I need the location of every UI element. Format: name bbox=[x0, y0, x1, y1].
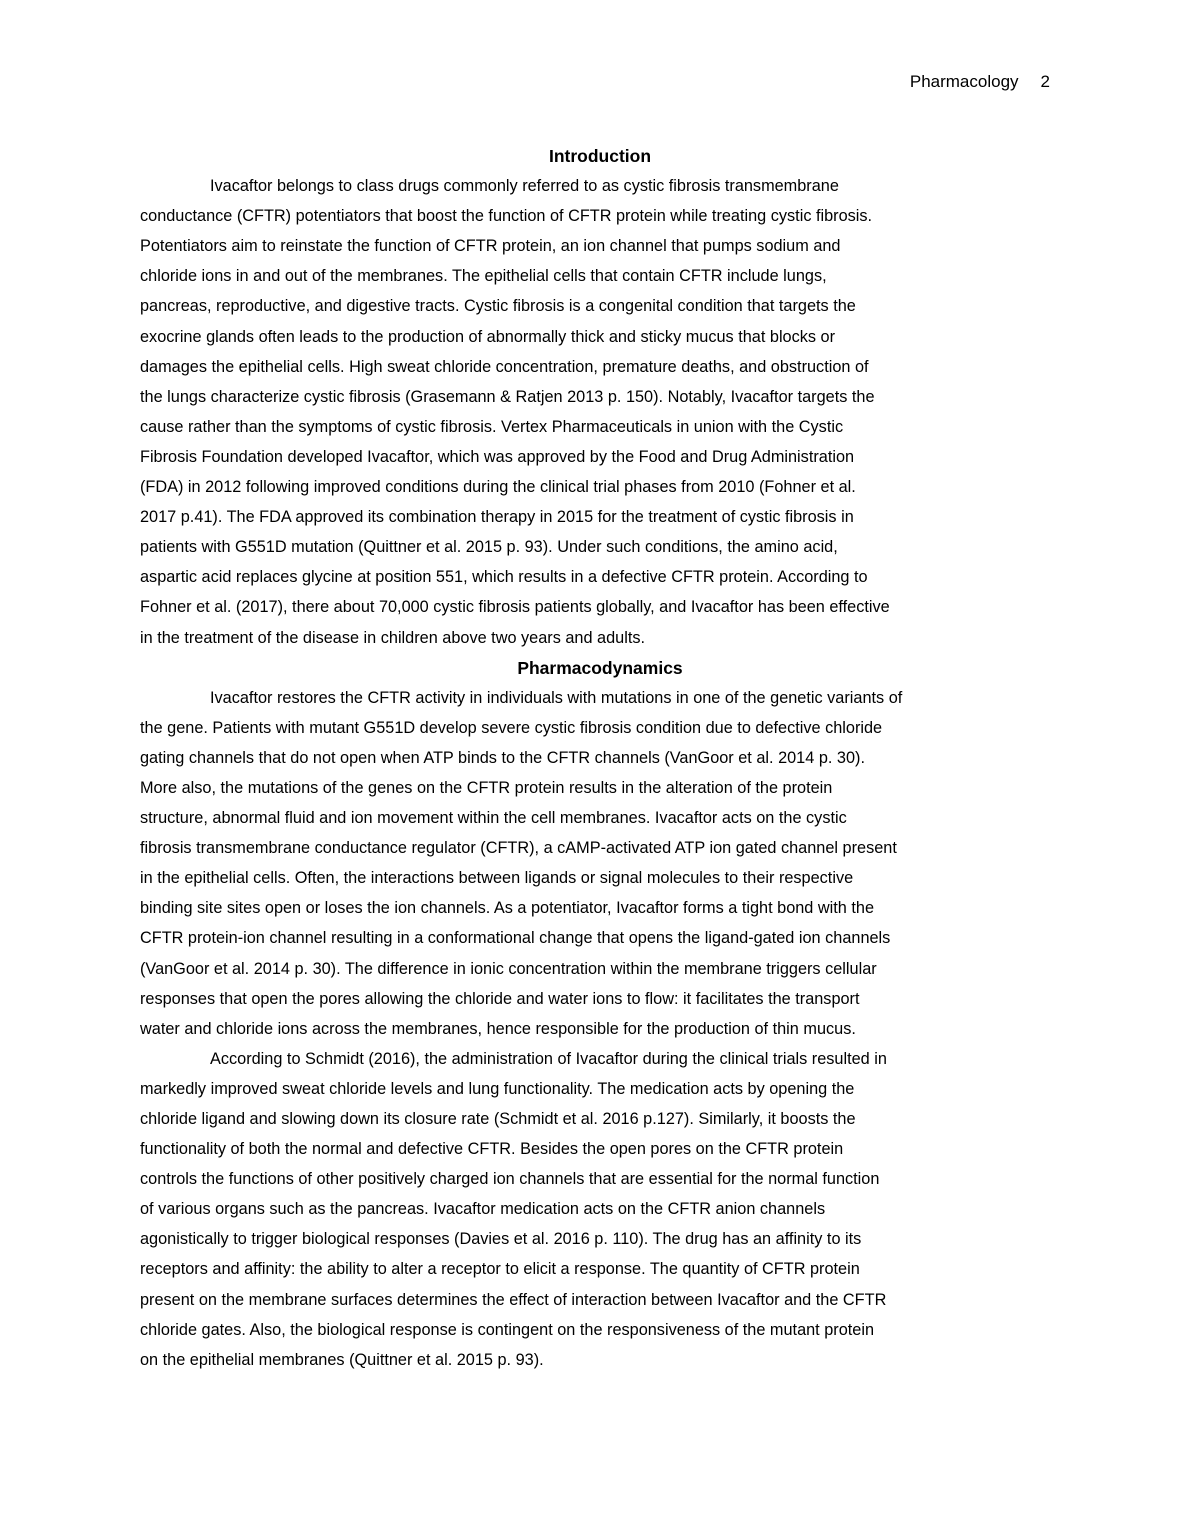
text-line: of various organs such as the pancreas. Ivacaftor medication acts on the CFTR anion channels bbox=[140, 1200, 826, 1219]
text-line: exocrine glands often leads to the production of abnormally thick and sticky mucus that blocks or bbox=[140, 327, 836, 346]
text-line: 2017 p.41). The FDA approved its combination therapy in 2015 for the treatment of cystic fibrosis in bbox=[140, 508, 854, 527]
document-body bbox=[140, 141, 1060, 1375]
text-line: markedly improved sweat chloride levels and lung functionality. The medication acts by opening the bbox=[140, 1079, 855, 1098]
header-title: Pharmacology bbox=[909, 72, 1019, 91]
text-line: According to Schmidt (2016), the administration of Ivacaftor during the clinical trials resulted in bbox=[210, 1049, 887, 1068]
text-line: Fibrosis Foundation developed Ivacaftor, which was approved by the Food and Drug Administration bbox=[140, 447, 855, 466]
section-heading: Pharmacodynamics bbox=[517, 657, 683, 678]
text-line: More also, the mutations of the genes on the CFTR protein results in the alteration of the protein bbox=[140, 778, 833, 797]
text-line: Ivacaftor restores the CFTR activity in individuals with mutations in one of the genetic variants of bbox=[210, 688, 903, 707]
text-line: in the epithelial cells. Often, the interactions between ligands or signal molecules to their respective bbox=[140, 869, 854, 888]
text-line: in the treatment of the disease in children above two years and adults. bbox=[140, 628, 646, 647]
text-line: Fohner et al. (2017), there about 70,000 cystic fibrosis patients globally, and Ivacaftor has been effective bbox=[140, 598, 890, 617]
text-line: the lungs characterize cystic fibrosis (Grasemann & Ratjen 2013 p. 150). Notably, Ivacaftor targets the bbox=[140, 387, 875, 406]
paragraph bbox=[140, 171, 1060, 653]
text-line: controls the functions of other positively charged ion channels that are essential for the normal function bbox=[140, 1170, 880, 1189]
paragraph bbox=[140, 1044, 1060, 1375]
section-heading: Introduction bbox=[548, 146, 652, 166]
text-line: cause rather than the symptoms of cystic fibrosis. Vertex Pharmaceuticals in union with the Cystic bbox=[140, 417, 844, 436]
text-line: on the epithelial membranes (Quittner et al. 2015 p. 93). bbox=[140, 1350, 544, 1369]
text-line: patients with G551D mutation (Quittner et al. 2015 p. 93). Under such conditions, the amino acid, bbox=[140, 538, 838, 557]
text-line: conductance (CFTR) potentiators that boost the function of CFTR protein while treating cystic fibrosis. bbox=[140, 207, 873, 226]
text-line: (VanGoor et al. 2014 p. 30). The difference in ionic concentration within the membrane triggers cellular bbox=[140, 959, 877, 978]
text-line: structure, abnormal fluid and ion movement within the cell membranes. Ivacaftor acts on the cystic bbox=[140, 809, 847, 828]
running-header bbox=[910, 72, 1050, 92]
text-line: binding site sites open or loses the ion channels. As a potentiator, Ivacaftor forms a tight bond with the bbox=[140, 899, 874, 918]
text-line: responses that open the pores allowing the chloride and water ions to flow: it facilitates the transport bbox=[140, 989, 860, 1008]
text-line: Potentiators aim to reinstate the function of CFTR protein, an ion channel that pumps sodium and bbox=[140, 237, 841, 256]
text-line: receptors and affinity: the ability to alter a receptor to elicit a response. The quantity of CFTR protein bbox=[140, 1260, 860, 1279]
text-line: functionality of both the normal and defective CFTR. Besides the open pores on the CFTR protein bbox=[140, 1140, 844, 1159]
text-line: present on the membrane surfaces determines the effect of interaction between Ivacaftor and the CFTR bbox=[140, 1290, 887, 1309]
text-line: water and chloride ions across the membranes, hence responsible for the production of thin mucus. bbox=[140, 1019, 856, 1038]
text-line: aspartic acid replaces glycine at position 551, which results in a defective CFTR protein. According to bbox=[140, 568, 868, 587]
text-line: Ivacaftor belongs to class drugs commonly referred to as cystic fibrosis transmembrane bbox=[210, 177, 839, 196]
text-line: CFTR protein-ion channel resulting in a conformational change that opens the ligand-gated ion channels bbox=[140, 929, 891, 948]
paragraph bbox=[140, 683, 1060, 1044]
text-line: chloride ligand and slowing down its closure rate (Schmidt et al. 2016 p.127). Similarly, it boosts the bbox=[140, 1110, 856, 1128]
text-line: agonistically to trigger biological responses (Davies et al. 2016 p. 110). The drug has an affinity to its bbox=[140, 1230, 862, 1249]
text-line: the gene. Patients with mutant G551D develop severe cystic fibrosis condition due to defective chloride bbox=[140, 718, 883, 737]
text-line: chloride gates. Also, the biological response is contingent on the responsiveness of the mutant protein bbox=[140, 1320, 875, 1339]
text-line: gating channels that do not open when ATP binds to the CFTR channels (VanGoor et al. 2014 p. 30). bbox=[140, 748, 865, 767]
page-number: 2 bbox=[1040, 72, 1050, 91]
text-line: (FDA) in 2012 following improved conditions during the clinical trial phases from 2010 (Fohner et al. bbox=[140, 478, 856, 497]
text-line: damages the epithelial cells. High sweat chloride concentration, premature deaths, and obstruction of bbox=[140, 357, 869, 376]
text-line: chloride ions in and out of the membranes. The epithelial cells that contain CFTR include lungs, bbox=[140, 267, 827, 286]
text-line: pancreas, reproductive, and digestive tracts. Cystic fibrosis is a congenital condition that targets the bbox=[140, 297, 856, 316]
text-line: fibrosis transmembrane conductance regulator (CFTR), a cAMP-activated ATP ion gated channel present bbox=[140, 839, 897, 858]
